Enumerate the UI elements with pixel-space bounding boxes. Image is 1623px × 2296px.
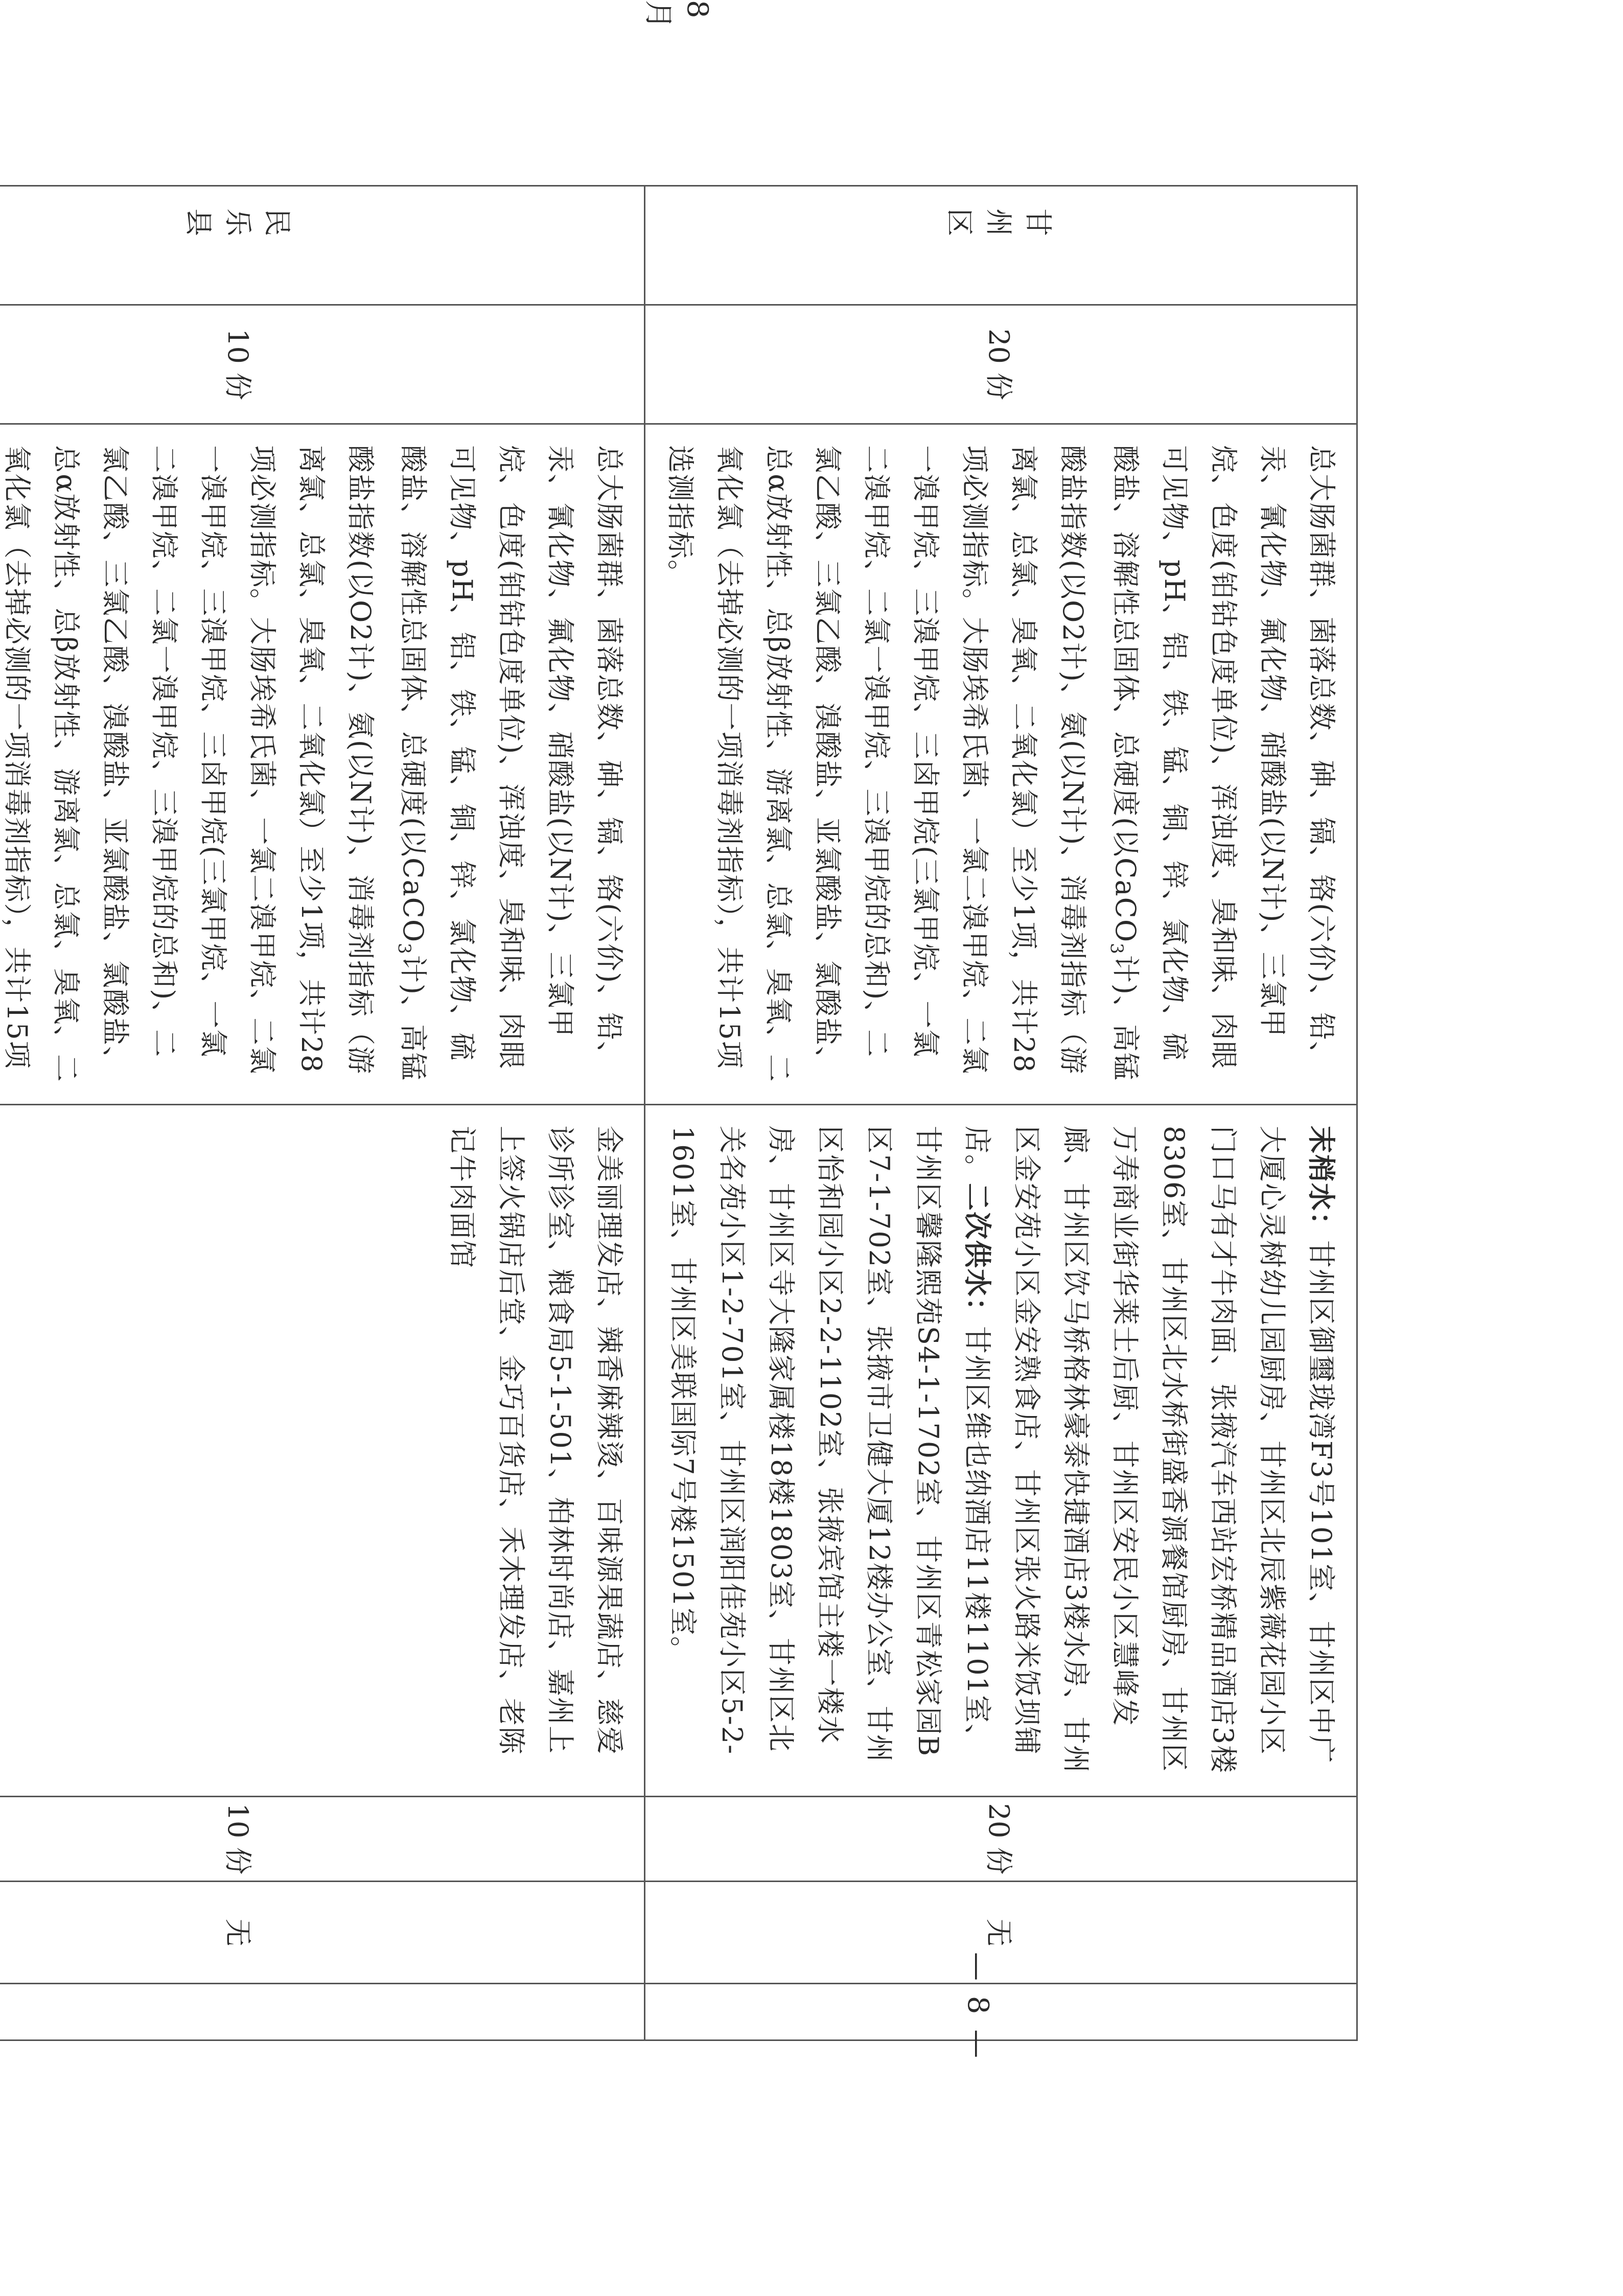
site-count-cell	[0, 1796, 645, 1881]
sample-count: 10 份	[222, 329, 254, 401]
none-cell	[645, 1882, 1357, 1984]
sample-count-cell	[645, 305, 1357, 424]
table-row	[645, 186, 1357, 2040]
empty-cell	[0, 1983, 645, 2040]
test-items: 总大肠菌群、菌落总数、砷、镉、铬(六价)、铅、汞、氰化物、氟化物、硝酸盐(以N计)、三氯甲烷、色度(铂钴色度单位)、浑浊度、臭和味、肉眼可见物、pH、铝、铁、锰、铜、锌、氯化物、硫酸盐、溶解性总固体、总硬度(以CaCO3计)、高锰酸盐指数(以O2计)、氨(以N计)、消毒剂指标（游离氯、总氯、臭氧、二氧化氯）至少1项，共计28项必测指标。大肠埃希氏菌、一氯二溴甲烷、二氯一溴甲烷、三溴甲烷、三卤甲烷(三氯甲烷、一氯二溴甲烷、二氯一溴甲烷、三溴甲烷的总和)、二氯乙酸、三氯乙酸、溴酸盐、亚氯酸盐、氯酸盐、总α放射性、总β放射性、游离氯、总氯、臭氧、二氧化氯（去掉必测的一项消毒剂指标），共计15项	[1, 445, 625, 1083]
site-label-secondary: 二次供水：	[961, 1182, 994, 1326]
table-row	[0, 186, 645, 2040]
sampling-sites: 末梢水：甘州区御璽珑湾F3号101室、甘州区中广大厦心灵树幼儿园厨房、甘州区北辰紫薇花园小区门口马有才牛肉面、张掖汽车西站宏桥精品酒店3楼8306室、甘州区北水桥街盛香源餐馆厨房、甘州区万寿商业街华莱士后厨、甘州区安民小区慧峰发廊、甘州区饮马桥格林豪泰快捷酒店3楼水房、甘州区金安苑小区金安熟食店、甘州区张火路米饭坝铺店。二次供水：甘州区维也纳酒店11楼1101室、甘州区馨隆熙苑S4-1-1702室、甘州区青松家园B区7-1-702室、张掖市卫健大厦12楼办公室、甘州区怡和园小区2-2-1102室、张掖宾馆主楼一楼水房、甘州区寺大隆家属楼18楼1803室、甘州区北关名苑小区1-2-701室、甘州区润阳佳苑小区5-2-1601室、甘州区美联国际7号楼1501室。	[667, 1125, 1338, 1774]
month-column	[0, 0, 1358, 169]
region-name: 甘州区	[943, 208, 1054, 283]
sampling-sites-cell	[0, 1104, 645, 1796]
page-number: — 8 —	[961, 1952, 994, 2061]
sampling-sites: 金美丽理发店、辣香麻辣烫、百味源果蔬店、慈爱诊所诊室、粮食局5-1-501、柏林时尚店、嘉州上上签火锅店后堂、金巧百货店、禾木理发店、老陈记牛肉面馆	[446, 1125, 625, 1755]
test-items-cell	[0, 424, 645, 1105]
none-text: 无	[983, 1918, 1015, 1946]
none-text: 无	[222, 1918, 254, 1946]
site-count: 10 份	[222, 1803, 254, 1875]
none-cell	[0, 1882, 645, 1984]
region-cell	[645, 186, 1357, 305]
empty-cell	[645, 1983, 1357, 2040]
test-items: 总大肠菌群、菌落总数、砷、镉、铬(六价)、铅、汞、氰化物、氟化物、硝酸盐(以N计)、三氯甲烷、色度(铂钴色度单位)、浑浊度、臭和味、肉眼可见物、pH、铝、铁、锰、铜、锌、氯化物、硫酸盐、溶解性总固体、总硬度(以CaCO3计)、高锰酸盐指数(以O2计)、氨(以N计)、消毒剂指标（游离氯、总氯、臭氧、二氧化氯）至少1项，共计28项必测指标。大肠埃希氏菌、一氯二溴甲烷、二氯一溴甲烷、三溴甲烷、三卤甲烷(三氯甲烷、一氯二溴甲烷、二氯一溴甲烷、三溴甲烷的总和)、二氯乙酸、三氯乙酸、溴酸盐、亚氯酸盐、氯酸盐、总α放射性、总β放射性、游离氯、总氯、臭氧、二氧化氯（去掉必测的一项消毒剂指标），共计15项选测指标。	[664, 445, 1338, 1083]
test-items-cell	[645, 424, 1357, 1105]
month-label: 8 月	[641, 0, 714, 69]
sample-count: 20 份	[983, 329, 1015, 401]
sampling-sites-cell	[645, 1104, 1357, 1796]
inspection-table	[0, 185, 1358, 2041]
region-cell	[0, 186, 645, 305]
site-count: 20 份	[983, 1803, 1015, 1875]
region-name: 民乐县	[182, 208, 293, 283]
sample-count-cell	[0, 305, 645, 424]
site-count-cell	[645, 1796, 1357, 1881]
site-label-terminal: 末梢水：	[1305, 1125, 1338, 1240]
